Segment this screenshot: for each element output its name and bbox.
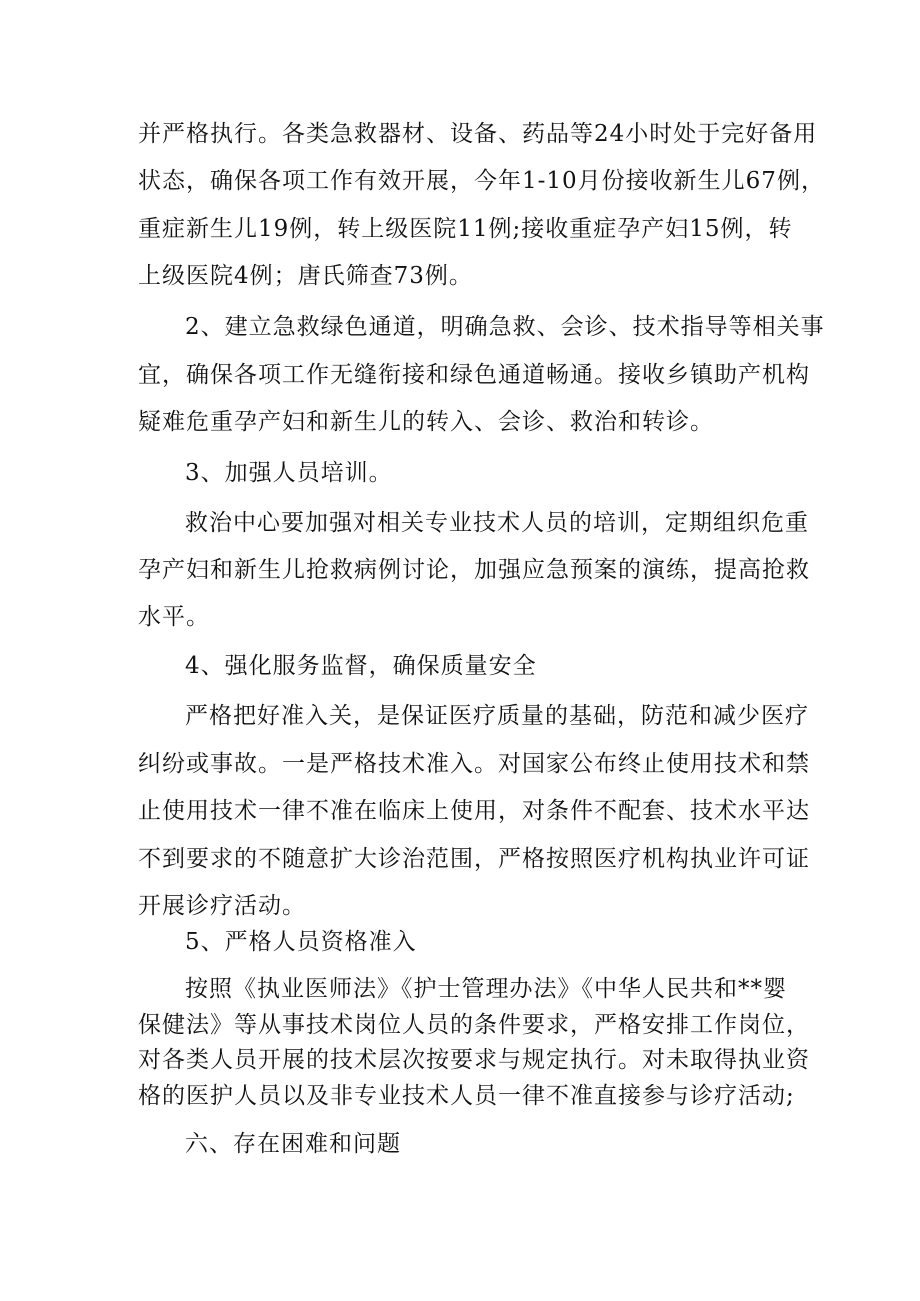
body-text-line: 止使用技术一律不准在临床上使用，对条件不配套、技术水平达	[138, 798, 810, 824]
section-heading: 六、存在困难和问题	[185, 1131, 401, 1157]
section-heading: 4、强化服务监督，确保质量安全	[185, 653, 537, 679]
body-text-line: 纠纷或事故。一是严格技术准入。对国家公布终止使用技术和禁	[138, 751, 810, 777]
body-text-line: 按照《执业医师法》《护士管理办法》《中华人民共和**婴	[185, 976, 787, 1002]
body-text-line: 宜，确保各项工作无缝衔接和绿色通道畅通。接收乡镇助产机构	[138, 362, 810, 388]
body-text-line: 上级医院4例；唐氏筛查73例。	[138, 263, 473, 289]
body-text-line: 保健法》等从事技术岗位人员的条件要求，严格安排工作岗位，	[138, 1012, 810, 1038]
body-text-line: 疑难危重孕产妇和新生儿的转入、会诊、救治和转诊。	[138, 409, 714, 435]
body-text-line: 水平。	[138, 604, 210, 630]
section-heading: 2、建立急救绿色通道，明确急救、会诊、技术指导等相关事	[185, 314, 825, 340]
body-text-line: 不到要求的不随意扩大诊治范围，严格按照医疗机构执业许可证	[138, 846, 810, 872]
body-text-line: 并严格执行。各类急救器材、设备、药品等24小时处于完好备用	[138, 121, 818, 147]
body-text-line: 开展诊疗活动。	[138, 893, 306, 919]
body-text-line: 孕产妇和新生儿抢救病例讨论，加强应急预案的演练，提高抢救	[138, 557, 810, 583]
body-text-line: 严格把好准入关，是保证医疗质量的基础，防范和减少医疗	[185, 703, 809, 729]
section-heading: 5、严格人员资格准入	[185, 929, 417, 955]
body-text-line: 格的医护人员以及非专业技术人员一律不准直接参与诊疗活动;	[138, 1083, 795, 1109]
body-text-line: 状态，确保各项工作有效开展，今年1-10月份接收新生儿67例，	[138, 168, 825, 194]
body-text-line: 对各类人员开展的技术层次按要求与规定执行。对未取得执业资	[138, 1047, 810, 1073]
body-text-line: 重症新生儿19例，转上级医院11例;接收重症孕产妇15例，转	[138, 216, 793, 242]
body-text-line: 救治中心要加强对相关专业技术人员的培训，定期组织危重	[185, 510, 809, 536]
section-heading: 3、加强人员培训。	[185, 460, 393, 486]
